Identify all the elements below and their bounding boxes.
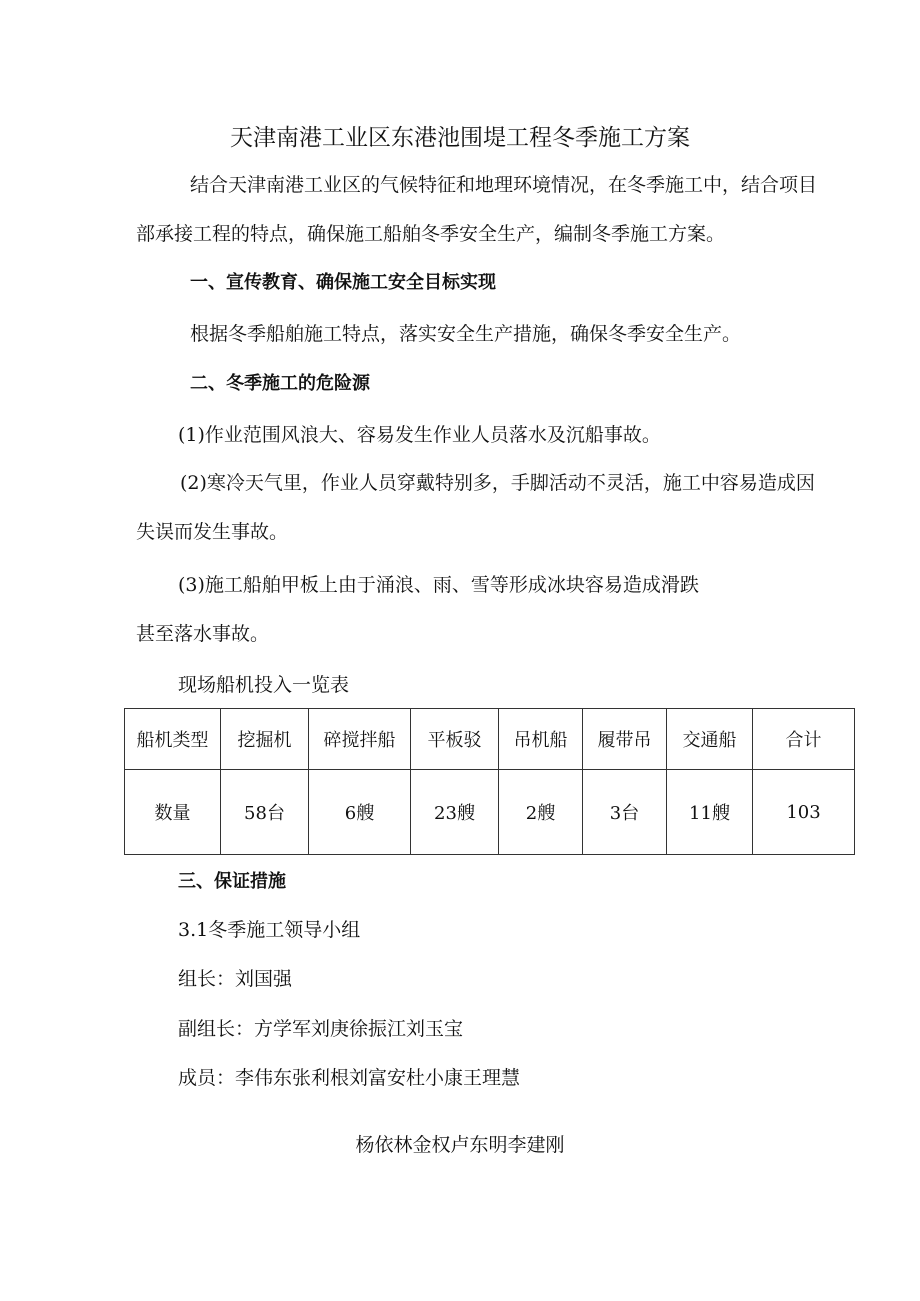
table-caption: 现场船机投入一览表 <box>178 674 350 696</box>
equipment-table <box>124 708 855 855</box>
table-cell: 103 <box>753 770 855 855</box>
table-header-cell: 碎搅拌船 <box>309 709 411 770</box>
table-header-cell: 履带吊 <box>583 709 667 770</box>
hazard-item-3-line-1: (3)施工船舶甲板上由于涌浪、雨、雪等形成冰块容易造成滑跌 <box>178 574 699 596</box>
intro-paragraph-line-1: 结合天津南港工业区的气候特征和地理环境情况，在冬季施工中，结合项目 <box>190 174 818 196</box>
deputy-leaders: 副组长：方学军刘庚徐振江刘玉宝 <box>178 1018 464 1040</box>
table-cell: 2艘 <box>499 770 583 855</box>
section-3-subheading: 3.1冬季施工领导小组 <box>178 919 361 941</box>
section-1-heading: 一、宣传教育、确保施工安全目标实现 <box>190 272 496 293</box>
section-2-heading: 二、冬季施工的危险源 <box>190 373 370 394</box>
table-cell: 数量 <box>125 770 221 855</box>
table-header-cell: 交通船 <box>667 709 753 770</box>
intro-paragraph-line-2: 部承接工程的特点，确保施工船舶冬季安全生产，编制冬季施工方案。 <box>136 223 726 245</box>
hazard-item-3-line-2: 甚至落水事故。 <box>136 623 270 645</box>
table-cell: 58台 <box>221 770 309 855</box>
table-header-row <box>125 709 855 770</box>
hazard-item-2-line-2: 失误而发生事故。 <box>136 521 289 543</box>
group-members-continued: 杨依林金权卢东明李建刚 <box>355 1134 565 1156</box>
table-cell: 23艘 <box>411 770 499 855</box>
table-cell: 6艘 <box>309 770 411 855</box>
table-cell: 11艘 <box>667 770 753 855</box>
hazard-item-2-line-1: (2)寒冷天气里，作业人员穿戴特别多，手脚活动不灵活，施工中容易造成因 <box>180 472 815 494</box>
section-1-text: 根据冬季船舶施工特点，落实安全生产措施，确保冬季安全生产。 <box>190 323 742 345</box>
group-members: 成员：李伟东张利根刘富安杜小康王理慧 <box>178 1067 521 1089</box>
table-cell: 3台 <box>583 770 667 855</box>
section-3-heading: 三、保证措施 <box>178 871 286 892</box>
group-leader: 组长：刘国强 <box>178 968 293 990</box>
hazard-item-1: (1)作业范围风浪大、容易发生作业人员落水及沉船事故。 <box>178 424 661 446</box>
table-header-cell: 合计 <box>753 709 855 770</box>
table-row <box>125 770 855 855</box>
table-header-cell: 吊机船 <box>499 709 583 770</box>
table-header-cell: 平板驳 <box>411 709 499 770</box>
table-header-cell: 挖掘机 <box>221 709 309 770</box>
table-header-cell: 船机类型 <box>125 709 221 770</box>
document-title: 天津南港工业区东港池围堤工程冬季施工方案 <box>230 125 690 151</box>
